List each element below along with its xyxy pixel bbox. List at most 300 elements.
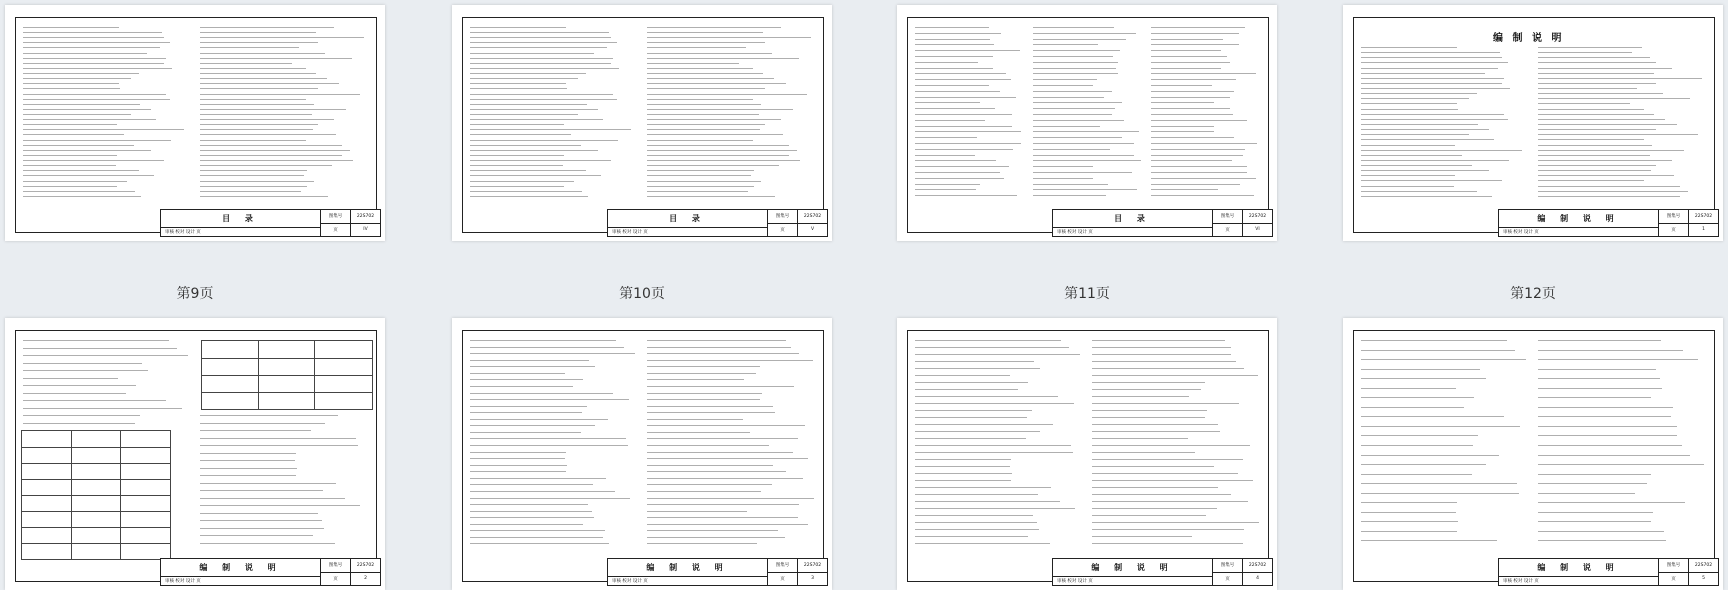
text-line <box>1151 62 1230 63</box>
text-line <box>470 175 601 176</box>
text-line <box>647 373 756 374</box>
text-line <box>23 37 164 38</box>
text-line <box>647 530 778 531</box>
text-line <box>23 355 188 356</box>
text-line <box>915 85 989 86</box>
text-line <box>1538 145 1652 146</box>
text-line <box>915 79 1011 80</box>
text-line <box>23 175 154 176</box>
text-line <box>1538 340 1661 341</box>
atlas-no: 22S702 <box>1242 559 1272 572</box>
text-line <box>1033 137 1122 138</box>
text-line <box>470 73 586 74</box>
text-line <box>470 498 630 499</box>
text-line <box>1033 108 1115 109</box>
text-line <box>915 44 994 45</box>
text-line <box>1361 191 1477 192</box>
text-line <box>647 134 783 135</box>
text-line <box>1151 102 1214 103</box>
text-line <box>23 170 139 171</box>
atlas-no: 22S702 <box>350 210 380 223</box>
text-line <box>1538 93 1663 94</box>
text-line <box>647 366 760 367</box>
text-line <box>915 445 1071 446</box>
text-line <box>470 511 592 512</box>
page-thumbnail-11[interactable] <box>897 5 1277 241</box>
text-line <box>915 56 993 57</box>
title-block <box>1052 558 1273 586</box>
page-label-11: 第11页 <box>1064 286 1110 302</box>
text-line <box>1538 114 1654 115</box>
title-block <box>1498 558 1719 586</box>
page-label-12: 第12页 <box>1510 286 1556 302</box>
text-line <box>915 137 977 138</box>
sign-row: 审核 校对 设计 页 <box>1057 579 1093 584</box>
text-line <box>23 186 117 187</box>
text-line <box>23 378 118 379</box>
title-block-title: 编 制 说 明 <box>1053 559 1212 577</box>
text-line <box>915 114 1012 115</box>
table-rule <box>202 392 372 393</box>
text-line <box>1151 44 1239 45</box>
text-line <box>23 348 177 349</box>
text-line <box>1092 438 1188 439</box>
text-line <box>915 108 995 109</box>
text-line <box>1361 426 1520 427</box>
text-line <box>1538 73 1654 74</box>
page-thumbnail-9[interactable] <box>5 5 385 241</box>
text-line <box>200 73 316 74</box>
text-line <box>1538 186 1680 187</box>
text-line <box>1361 145 1455 146</box>
text-line <box>915 50 1020 51</box>
text-line <box>647 484 772 485</box>
text-line <box>1538 493 1635 494</box>
text-line <box>1538 464 1704 465</box>
text-line <box>23 63 164 64</box>
text-line <box>470 88 567 89</box>
text-line <box>1361 73 1485 74</box>
text-line <box>1151 195 1254 196</box>
page-no: 4 <box>1242 573 1272 586</box>
text-line <box>1151 178 1256 179</box>
text-line <box>1151 68 1221 69</box>
page-no: 3 <box>797 573 827 586</box>
text-line <box>915 375 1010 376</box>
text-line <box>1092 466 1214 467</box>
text-line <box>1092 508 1217 509</box>
text-line <box>647 53 772 54</box>
text-line <box>1151 27 1245 28</box>
text-line <box>23 145 134 146</box>
atlas-no: 22S702 <box>350 559 380 572</box>
text-line <box>200 119 334 120</box>
text-line <box>1033 44 1098 45</box>
text-line <box>200 453 296 454</box>
text-line <box>23 140 171 141</box>
text-line <box>1033 131 1139 132</box>
page-label: 页 <box>1671 576 1676 582</box>
text-line <box>1361 165 1472 166</box>
text-line <box>1538 98 1690 99</box>
text-line <box>470 524 583 525</box>
text-line <box>200 58 352 59</box>
text-line <box>647 165 779 166</box>
text-line <box>1538 52 1632 53</box>
text-line <box>647 445 769 446</box>
text-line <box>470 104 587 105</box>
text-line <box>23 340 169 341</box>
text-line <box>915 473 1012 474</box>
text-line <box>915 452 1073 453</box>
text-line <box>200 423 325 424</box>
text-line <box>200 68 306 69</box>
text-line <box>470 438 626 439</box>
text-line <box>200 498 345 499</box>
text-line <box>1538 531 1664 532</box>
text-line <box>1092 452 1195 453</box>
text-line <box>1151 143 1257 144</box>
text-line <box>470 504 588 505</box>
text-line <box>200 145 342 146</box>
text-line <box>915 340 1061 341</box>
text-line <box>1538 388 1662 389</box>
text-line <box>647 406 773 407</box>
text-line <box>200 42 318 43</box>
text-line <box>1361 78 1504 79</box>
title-block <box>607 558 828 586</box>
text-line <box>470 543 609 544</box>
text-line <box>200 47 299 48</box>
text-line <box>200 490 323 491</box>
text-line <box>1538 57 1650 58</box>
text-line <box>470 386 573 387</box>
table-rule <box>22 543 170 544</box>
text-line <box>915 529 1039 530</box>
text-line <box>1092 389 1201 390</box>
page-thumbnail-15[interactable] <box>897 318 1277 590</box>
text-line <box>647 124 765 125</box>
text-line <box>1538 540 1666 541</box>
text-line <box>200 196 328 197</box>
page-label: 页 <box>1671 227 1676 233</box>
text-line <box>1361 435 1478 436</box>
text-line <box>647 340 786 341</box>
text-line <box>915 39 990 40</box>
text-line <box>915 368 1040 369</box>
title-block <box>1052 209 1273 237</box>
text-line <box>1361 114 1504 115</box>
text-line <box>23 393 126 394</box>
text-line <box>1092 515 1206 516</box>
text-line <box>470 379 583 380</box>
title-block <box>160 209 381 237</box>
text-line <box>23 400 166 401</box>
page-label: 页 <box>333 576 338 582</box>
text-line <box>915 396 1058 397</box>
text-line <box>915 347 1069 348</box>
text-line <box>200 99 306 100</box>
text-line <box>200 438 356 439</box>
text-line <box>470 124 564 125</box>
text-line <box>1538 124 1677 125</box>
text-line <box>1538 445 1682 446</box>
text-line <box>470 432 581 433</box>
text-line <box>470 155 564 156</box>
text-line <box>915 149 1013 150</box>
text-line <box>470 42 617 43</box>
text-line <box>1361 57 1502 58</box>
text-line <box>1361 474 1472 475</box>
text-line <box>1151 79 1236 80</box>
text-line <box>1538 378 1660 379</box>
text-line <box>23 32 162 33</box>
text-line <box>470 150 598 151</box>
text-line <box>915 131 1021 132</box>
text-line <box>647 491 761 492</box>
text-line <box>1033 126 1100 127</box>
text-line <box>200 165 332 166</box>
text-line <box>915 73 1006 74</box>
text-line <box>23 58 166 59</box>
text-line <box>23 68 172 69</box>
text-line <box>23 165 116 166</box>
title-block-title: 目 录 <box>608 210 767 228</box>
text-line <box>1361 540 1497 541</box>
text-line <box>1361 369 1480 370</box>
text-line <box>1033 155 1134 156</box>
text-line <box>470 129 631 130</box>
text-line <box>23 150 151 151</box>
text-line <box>200 483 336 484</box>
text-line <box>200 88 318 89</box>
text-line <box>1033 73 1118 74</box>
text-line <box>915 97 1016 98</box>
text-line <box>1538 512 1653 513</box>
text-line <box>200 528 324 529</box>
page-thumbnail-16[interactable] <box>1343 318 1723 590</box>
text-line <box>1538 175 1674 176</box>
text-line <box>470 160 611 161</box>
text-line <box>915 126 1012 127</box>
text-line <box>23 94 166 95</box>
page-heading: 编 制 说 明 <box>1493 33 1565 44</box>
text-line <box>200 175 304 176</box>
text-line <box>470 478 606 479</box>
text-line <box>1092 459 1243 460</box>
page-thumbnail-12[interactable] <box>1343 5 1723 241</box>
text-line <box>470 191 582 192</box>
text-line <box>1538 129 1656 130</box>
text-line <box>1151 149 1245 150</box>
table-rule <box>22 495 170 496</box>
text-line <box>1361 62 1508 63</box>
table-rule <box>22 463 170 464</box>
text-line <box>915 543 1050 544</box>
text-line <box>23 53 147 54</box>
page-no: 1 <box>1688 224 1718 237</box>
text-line <box>1033 149 1110 150</box>
text-line <box>915 166 1009 167</box>
page-thumbnail-14[interactable] <box>452 318 832 590</box>
text-line <box>915 536 1028 537</box>
text-line <box>647 175 751 176</box>
text-line <box>1033 27 1114 28</box>
text-line <box>1538 68 1672 69</box>
text-line <box>1538 397 1651 398</box>
text-line <box>647 517 798 518</box>
text-line <box>647 191 748 192</box>
text-line <box>200 460 295 461</box>
text-line <box>200 129 313 130</box>
text-line <box>470 109 598 110</box>
text-line <box>647 27 781 28</box>
text-line <box>1092 536 1192 537</box>
atlas-label: 图集号 <box>775 214 790 220</box>
text-line <box>647 114 759 115</box>
text-line <box>1538 47 1642 48</box>
text-line <box>647 399 760 400</box>
text-line <box>647 99 753 100</box>
text-line <box>1033 178 1093 179</box>
text-line <box>23 47 160 48</box>
text-line <box>647 109 793 110</box>
text-line <box>647 478 803 479</box>
text-line <box>1538 103 1630 104</box>
text-line <box>200 140 306 141</box>
text-line <box>23 155 117 156</box>
sign-row: 审核 校对 设计 页 <box>1503 230 1539 235</box>
text-line <box>1361 521 1458 522</box>
text-line <box>23 124 117 125</box>
text-line <box>915 410 1032 411</box>
page-thumbnail-13[interactable] <box>5 318 385 590</box>
text-line <box>470 119 603 120</box>
text-line <box>915 382 1028 383</box>
text-line <box>200 543 335 544</box>
text-line <box>470 471 566 472</box>
text-line <box>1361 359 1526 360</box>
text-line <box>647 412 775 413</box>
text-line <box>1033 114 1112 115</box>
atlas-no: 22S702 <box>1688 210 1718 223</box>
text-line <box>1033 39 1126 40</box>
text-line <box>1092 494 1231 495</box>
text-line <box>1361 129 1489 130</box>
text-line <box>1033 56 1113 57</box>
text-line <box>647 379 744 380</box>
text-line <box>915 91 1000 92</box>
text-line <box>647 438 798 439</box>
text-line <box>23 88 120 89</box>
page-thumbnail-10[interactable] <box>452 5 832 241</box>
text-line <box>1361 340 1507 341</box>
text-line <box>647 155 789 156</box>
text-line <box>200 134 336 135</box>
text-line <box>1092 368 1244 369</box>
text-line <box>1538 483 1647 484</box>
atlas-no: 22S702 <box>1242 210 1272 223</box>
atlas-no: 22S702 <box>1688 559 1718 572</box>
text-line <box>1092 473 1238 474</box>
text-line <box>470 353 635 354</box>
table-rule <box>202 375 372 376</box>
text-line <box>647 196 775 197</box>
text-line <box>915 62 978 63</box>
atlas-label: 图集号 <box>1666 214 1681 220</box>
text-line <box>200 83 339 84</box>
text-line <box>200 430 311 431</box>
text-line <box>1361 196 1492 197</box>
text-line <box>1538 150 1684 151</box>
text-line <box>1538 170 1651 171</box>
text-line <box>1151 114 1233 115</box>
text-line <box>470 406 587 407</box>
data-table <box>201 340 373 410</box>
text-line <box>1033 91 1112 92</box>
text-line <box>915 508 1075 509</box>
text-line <box>1151 172 1247 173</box>
text-line <box>1151 50 1221 51</box>
text-line <box>23 385 136 386</box>
text-line <box>23 104 140 105</box>
text-line <box>1538 62 1656 63</box>
table-rule <box>314 341 315 409</box>
page-no: VI <box>1242 224 1272 237</box>
text-line <box>1033 195 1106 196</box>
text-line <box>470 145 581 146</box>
text-line <box>470 196 588 197</box>
text-line <box>1361 445 1473 446</box>
text-line <box>470 134 571 135</box>
text-line <box>470 399 629 400</box>
text-line <box>915 417 1027 418</box>
text-line <box>200 27 334 28</box>
text-line <box>470 63 611 64</box>
text-line <box>647 419 743 420</box>
text-line <box>1092 340 1225 341</box>
page-label: 页 <box>780 227 785 233</box>
text-line <box>1092 501 1248 502</box>
text-line <box>915 143 1021 144</box>
text-line <box>647 170 754 171</box>
text-line <box>1033 102 1122 103</box>
text-line <box>647 360 813 361</box>
text-line <box>200 160 353 161</box>
text-line <box>647 68 753 69</box>
text-line <box>23 99 170 100</box>
page-label: 页 <box>1225 576 1230 582</box>
page-label-9: 第9页 <box>176 286 214 302</box>
text-line <box>1361 47 1457 48</box>
text-line <box>915 160 996 161</box>
text-line <box>1361 68 1498 69</box>
text-line <box>647 511 747 512</box>
text-line <box>1092 375 1258 376</box>
text-line <box>915 431 1040 432</box>
text-line <box>200 94 360 95</box>
text-line <box>915 438 1026 439</box>
text-line <box>647 150 797 151</box>
text-line <box>647 140 753 141</box>
text-line <box>1538 165 1656 166</box>
text-line <box>470 484 593 485</box>
text-line <box>1538 359 1698 360</box>
text-line <box>1538 407 1673 408</box>
text-line <box>470 83 566 84</box>
title-block <box>160 558 381 586</box>
text-line <box>470 465 567 466</box>
